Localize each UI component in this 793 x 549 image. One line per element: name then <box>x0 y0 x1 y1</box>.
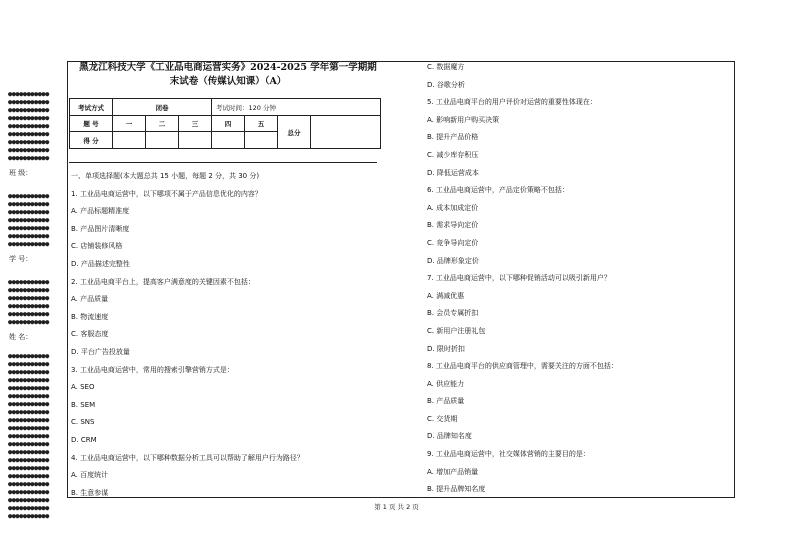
score-cell-5[interactable] <box>245 132 278 149</box>
q7-option-a: A. 满减优惠 <box>427 291 465 300</box>
exam-mode-value: 闭卷 <box>113 99 212 116</box>
question-no-1: 一 <box>113 116 146 132</box>
left-question-column <box>71 168 381 502</box>
q9-option-a: A. 增加产品销量 <box>427 467 479 476</box>
q5-option-d: D. 降低运营成本 <box>427 168 479 177</box>
q1-option-c: C. 店铺装修风格 <box>71 242 123 251</box>
question-no-4: 四 <box>212 116 245 132</box>
score-cell-4[interactable] <box>212 132 245 149</box>
dots-block-1: ●●●●●●●●●●● ●●●●●●●●●●● ●●●●●●●●●●● ●●●●●●●●●●● ●●●●●●●●●●● ●●●●●●●●●●● ●●●●●●●●●●● ●●●●●●●●●●● ●●●●●●●●●●● <box>8 90 49 162</box>
q5-option-a: A. 影响新用户购买决策 <box>427 115 500 124</box>
q6-option-d: D. 品牌形象定价 <box>427 256 479 265</box>
question-6: 6. 工业品电商运营中，产品定价策略不包括： <box>427 186 569 195</box>
question-no-5: 五 <box>245 116 278 132</box>
q7-option-d: D. 限时折扣 <box>427 344 465 353</box>
q6-option-b: B. 需求导向定价 <box>427 221 479 230</box>
q8-option-a: A. 供应能力 <box>427 379 465 388</box>
q3-option-a: A. SEO <box>71 383 95 392</box>
q2-option-a: A. 产品质量 <box>71 295 109 304</box>
q5-option-c: C. 减少库存积压 <box>427 150 479 159</box>
question-1: 1. 工业品电商运营中，以下哪项不属于产品信息优化的内容？ <box>71 189 262 198</box>
section-divider <box>69 162 377 163</box>
page-footer: 第 1 页 共 2 页 <box>374 503 419 511</box>
dots-block-2: ●●●●●●●●●●● ●●●●●●●●●●● ●●●●●●●●●●● ●●●●●●●●●●● ●●●●●●●●●●● ●●●●●●●●●●● ●●●●●●●●●●● <box>8 192 49 248</box>
q7-option-b: B. 会员专属折扣 <box>427 309 479 318</box>
q2-option-c: C. 客服态度 <box>71 330 109 339</box>
q9-option-b: B. 提升品牌知名度 <box>427 485 486 494</box>
student-id-label: 学 号： <box>9 255 33 263</box>
score-cell-1[interactable] <box>113 132 146 149</box>
total-score-cell[interactable] <box>311 116 381 149</box>
q8-option-d: D. 品牌知名度 <box>427 432 472 441</box>
question-8: 8. 工业品电商平台的供应商管理中，需要关注的方面不包括： <box>427 362 618 371</box>
score-label: 得 分 <box>70 132 113 149</box>
q4-option-a: A. 百度统计 <box>71 471 109 480</box>
dots-block-3: ●●●●●●●●●●● ●●●●●●●●●●● ●●●●●●●●●●● ●●●●●●●●●●● ●●●●●●●●●●● ●●●●●●●●●●● <box>8 278 49 326</box>
q1-option-d: D. 产品描述完整性 <box>71 259 130 268</box>
exam-title-line-2: 末试卷（传媒认知课）（A） <box>169 76 287 87</box>
q2-option-d: D. 平台广告投放量 <box>71 347 130 356</box>
q3-option-b: B. SEM <box>71 400 96 409</box>
exam-mode-label: 考试方式 <box>70 99 113 116</box>
q2-option-b: B. 物流速度 <box>71 312 109 321</box>
question-5: 5. 工业品电商平台的用户评价对运营的重要性体现在： <box>427 98 597 107</box>
right-question-column <box>427 59 727 499</box>
question-3: 3. 工业品电商运营中，常用的搜索引擎营销方式是： <box>71 365 234 374</box>
score-cell-3[interactable] <box>179 132 212 149</box>
exam-time: 考试时间：120 分钟 <box>212 99 381 116</box>
question-4: 4. 工业品电商运营中，以下哪种数据分析工具可以帮助了解用户行为路径？ <box>71 453 304 462</box>
question-9: 9. 工业品电商运营中，社交媒体营销的主要目的是： <box>427 450 590 459</box>
question-7: 7. 工业品电商运营中，以下哪种促销活动可以吸引新用户？ <box>427 274 611 283</box>
q8-option-c: C. 交货期 <box>427 414 458 423</box>
q4-option-c: C. 数据魔方 <box>427 63 465 71</box>
score-cell-2[interactable] <box>146 132 179 149</box>
q4-option-d: D. 谷歌分析 <box>427 80 465 89</box>
q7-option-c: C. 新用户注册礼包 <box>427 326 486 335</box>
class-label: 班 级： <box>9 169 33 177</box>
q4-option-b: B. 生意参谋 <box>71 488 109 497</box>
question-2: 2. 工业品电商平台上，提高客户满意度的关键因素不包括： <box>71 277 255 286</box>
total-score-label: 总分 <box>278 116 311 149</box>
exam-title-line-1: 黑龙江科技大学《工业品电商运营实务》2024-2025 学年第一学期期 <box>79 62 377 73</box>
q1-option-a: A. 产品标题精准度 <box>71 207 130 216</box>
section-heading: 一、单项选择题(本大题总共 15 小题，每题 2 分，共 30 分) <box>71 172 260 180</box>
question-no-label: 题 号 <box>70 116 113 132</box>
question-no-3: 三 <box>179 116 212 132</box>
question-no-2: 二 <box>146 116 179 132</box>
q1-option-b: B. 产品图片清晰度 <box>71 224 130 233</box>
q6-option-a: A. 成本加成定价 <box>427 203 479 212</box>
q3-option-c: C. SNS <box>71 418 95 427</box>
exam-info-table <box>69 98 381 149</box>
name-label: 姓 名： <box>9 333 33 341</box>
dots-block-4: ●●●●●●●●●●● ●●●●●●●●●●● ●●●●●●●●●●● ●●●●●●●●●●● ●●●●●●●●●●● ●●●●●●●●●●● ●●●●●●●●●●● ●●●●●●●●●●● ●●●●●●●●●●● ●●●●●●●●●●● ●●●●●●●●●●● ●●●●●●●●●●● ●●●●●●●●●●● ●●●●●●●●●●● ●●●●●●●●●●● ●●●●●●●●●●● ●●●●●●●●●●● ●●●●●●●●●●● ●●●●●●●●●●● ●●●●●●●●●●● ●●●●●●●●●●● <box>8 352 49 520</box>
q6-option-c: C. 竞争导向定价 <box>427 238 479 247</box>
q8-option-b: B. 产品质量 <box>427 397 465 406</box>
binding-column <box>8 90 58 520</box>
q3-option-d: D. CRM <box>71 435 97 444</box>
q5-option-b: B. 提升产品价格 <box>427 133 479 142</box>
